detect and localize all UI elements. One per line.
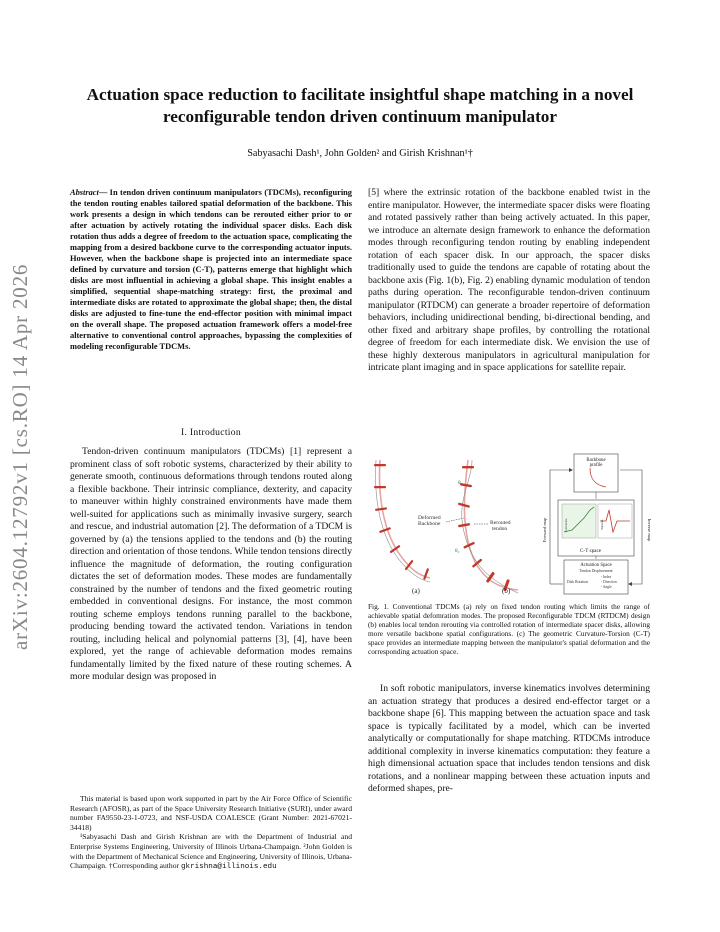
abstract bbox=[70, 187, 352, 352]
disk bbox=[375, 507, 387, 511]
disk-rotation-angle: - Angle bbox=[601, 585, 612, 589]
footnotes bbox=[70, 794, 352, 873]
subfigure-a-label: (a) bbox=[412, 587, 420, 595]
subfigure-b-label: (b) bbox=[502, 587, 511, 595]
footnote-affiliations-text: ¹Sabyasachi Dash and Girish Krishnan are with the Department of Industrial and Enterprise Systems Engineering, University of Illinois Urbana-Champaign. ²John Golden is with the Department of Mechanical Science and Engineering, University of Illinois, Urbana-Champaign. †Corresponding author bbox=[70, 832, 352, 871]
panel-c-diagram bbox=[542, 454, 652, 594]
panel-b-tendon bbox=[462, 460, 518, 593]
tendon-displacement-label: Tendon Displacement bbox=[579, 569, 613, 573]
ct-space-label: C-T space bbox=[580, 548, 602, 554]
figure-1 bbox=[368, 452, 654, 596]
theta-2-label: θ₂ bbox=[455, 548, 460, 554]
figure-1-graphic bbox=[368, 452, 654, 596]
label-pointer bbox=[446, 518, 464, 522]
label-rerouted: Rerouted bbox=[490, 520, 511, 526]
disk-rotation-index: - Index bbox=[601, 575, 612, 579]
backbone-profile-title-2: profile bbox=[589, 463, 603, 468]
label-backbone: Backbone bbox=[418, 521, 441, 527]
disk-rotation-label: Disk Rotation bbox=[567, 580, 589, 584]
label-tendon: tendon bbox=[492, 526, 508, 532]
footnote-funding: This material is based upon work supported in part by the Air Force Office of Scientific Research (AFOSR), as part of the Space University Research Initiative (SURI), under award number FA9550-23-1-0723, and NSF-USDA COALESCE (Grant Number: 2021-67021-34418) bbox=[70, 794, 352, 832]
disk bbox=[458, 523, 470, 527]
intro-paragraph: Tendon-driven continuum manipulators (TDCMs) [1] represent a prominent class of soft robotic systems, characterized by their ability to generate smooth, continuous deformations through tendons routed along a flexible backbone. Their intrinsic compliance, dexterity, and capacity to maneuver within highly constrained environments have made them well-suited for applications such as minimally invasive surgery, search and rescue, and industrial automation [2]. The deformation of a TDCM is governed by (a) the tensions applied to the tendons and (b) the routing direction and orientation of those tendons. While tendon tensions directly influence the magnitude of deformation, the routing configuration dictates the set of deformation modes. These modes are fundamentally constrained by the number of tendons and the fixed geometric routing embedded in conventional designs. For instance, the most common routing scheme employs tendons running parallel to the backbone, producing bending toward the activated tendon. Variations in tendon routing, including helical and polynomial patterns [3], [4], have been explored, yet the range of achievable deformation modes remains fundamentally limited by the fixed nature of these routing schemes. A more modular design was proposed in bbox=[70, 446, 352, 682]
inverse-map-arrowhead bbox=[628, 582, 632, 586]
author-email[interactable]: gkrishna@illinois.edu bbox=[180, 863, 277, 872]
paper-title: Actuation space reduction to facilitate insightful shape matching in a novel reconfigurable tendon driven continuum manipulator bbox=[86, 85, 634, 126]
panel-b-manipulator bbox=[455, 460, 518, 593]
right-column-text-2 bbox=[368, 683, 650, 796]
right-column-text bbox=[368, 187, 650, 375]
section-heading-introduction: I. Introduction bbox=[181, 427, 241, 438]
arxiv-identifier: arXiv:2604.12792v1 [cs.RO] 14 Apr 2026 bbox=[8, 263, 32, 650]
label-deformed: Deformed bbox=[418, 515, 441, 521]
backbone-profile-title-1: Backbone bbox=[586, 458, 606, 463]
actuation-space-title: Actuation Space bbox=[580, 563, 612, 568]
disk bbox=[374, 486, 386, 488]
torsion-axis-label: Torsion bbox=[600, 519, 604, 530]
inverse-map-label: Inverse map bbox=[647, 518, 652, 542]
curvature-axis-label: Curvature bbox=[564, 518, 568, 532]
disk bbox=[374, 464, 386, 466]
footnote-affiliations bbox=[70, 832, 352, 872]
right-paragraph-1: [5] where the extrinsic rotation of the backbone enabled twist in the entire manipulator. However, the intermediate spacer disks were floating and rotated passively rather than being actively actuated. In this paper, we introduce an alternate design framework to enhance the deformation modes through reconfiguring tendon routing by enabling independent rotation of each spacer disk. In our approach, the spacer disks traditionally used to guide the tendons are capable of rotating about the backbone axis (Fig. 1(b), Fig. 2) enabling dynamic modulation of tendon paths during operation. The reconfigurable tendon-driven continuum manipulator (RTDCM) can generate a broader repertoire of deformation behaviors, including unidirectional bending, bi-directional bending, and other fixed and arbitrary shape profiles, by controlling the rotational degree of freedom for each intermediate disk. We envision the use of these highly dexterous manipulators in agricultural manipulation for intricate plant imaging and in space applications for satellite repair. bbox=[368, 187, 650, 373]
disk bbox=[462, 466, 474, 468]
figure-1-caption: Fig. 1. Conventional TDCMs (a) rely on fixed tendon routing which limits the range of achievable spatial defomration modes. The proposed Reconfigurable TDCM (RTDCM) design (b) enables local tendon rerouting via controlled rotation of intermediate spacer disks, allowing more versatile backbone spatial configurations. (c) The geometric Curvature-Torsion (C-T) space provides an intermediate mapping between the manipulator's spatial deformation and the corresponding actuation space. bbox=[368, 602, 650, 657]
abstract-label: Abstract bbox=[70, 188, 99, 197]
forward-map-arrowhead bbox=[569, 468, 573, 472]
right-paragraph-2: In soft robotic manipulators, inverse kinematics involves determining an actuation strategy that produces a desired end-effector target or a backbone shape [6]. This mapping between the actuation space and task space is typically facilitated by a model, which can be inverted analytically or computationally for shape matching. RTDCMs introduce additional complexity in inverse kinematics computation: they feature a high dimensional actuation space that includes tendon tensions and disk rotations, and a nonlinear mapping between these actuation inputs and deformed shapes, pre- bbox=[368, 683, 650, 794]
abstract-body: — In tendon driven continuum manipulators (TDCMs), reconfiguring the tendon routing enables tailored spatial deformation of the backbone. This work presents a design in which tendons can be rerouted either prior to or after actuation by actively rotating the individual spacer disks. Each disk rotation thus adds a degree of freedom to the actuation space, complicating the mapping from a desired backbone curve to the corresponding actuator inputs. However, when the backbone shape is projected into an intermediate space defined by curvature and torsion (C-T), patterns emerge that highlight which disks are most influential in achieving a global shape. This insight enables a simplified, sequential shape-matching strategy: first, the proximal and intermediate disks are rotated to approximate the global shape; then, the distal disks are adjusted to fine-tune the end-effector position with minimal impact on the overall shape. The proposed actuation framework offers a model-free alternative to conventional control approaches, bypassing the complexities of modeling reconfigurable TDCMs. bbox=[70, 188, 352, 351]
disk-rotation-direction: - Direction bbox=[601, 580, 617, 584]
disk bbox=[379, 527, 391, 533]
introduction-text bbox=[70, 446, 352, 684]
forward-map-label: Forward map bbox=[542, 517, 547, 543]
author-list: Sabyasachi Dash¹, John Golden² and Girish Krishnan¹† bbox=[247, 148, 473, 159]
theta-1-label: θ₁ bbox=[458, 480, 463, 486]
